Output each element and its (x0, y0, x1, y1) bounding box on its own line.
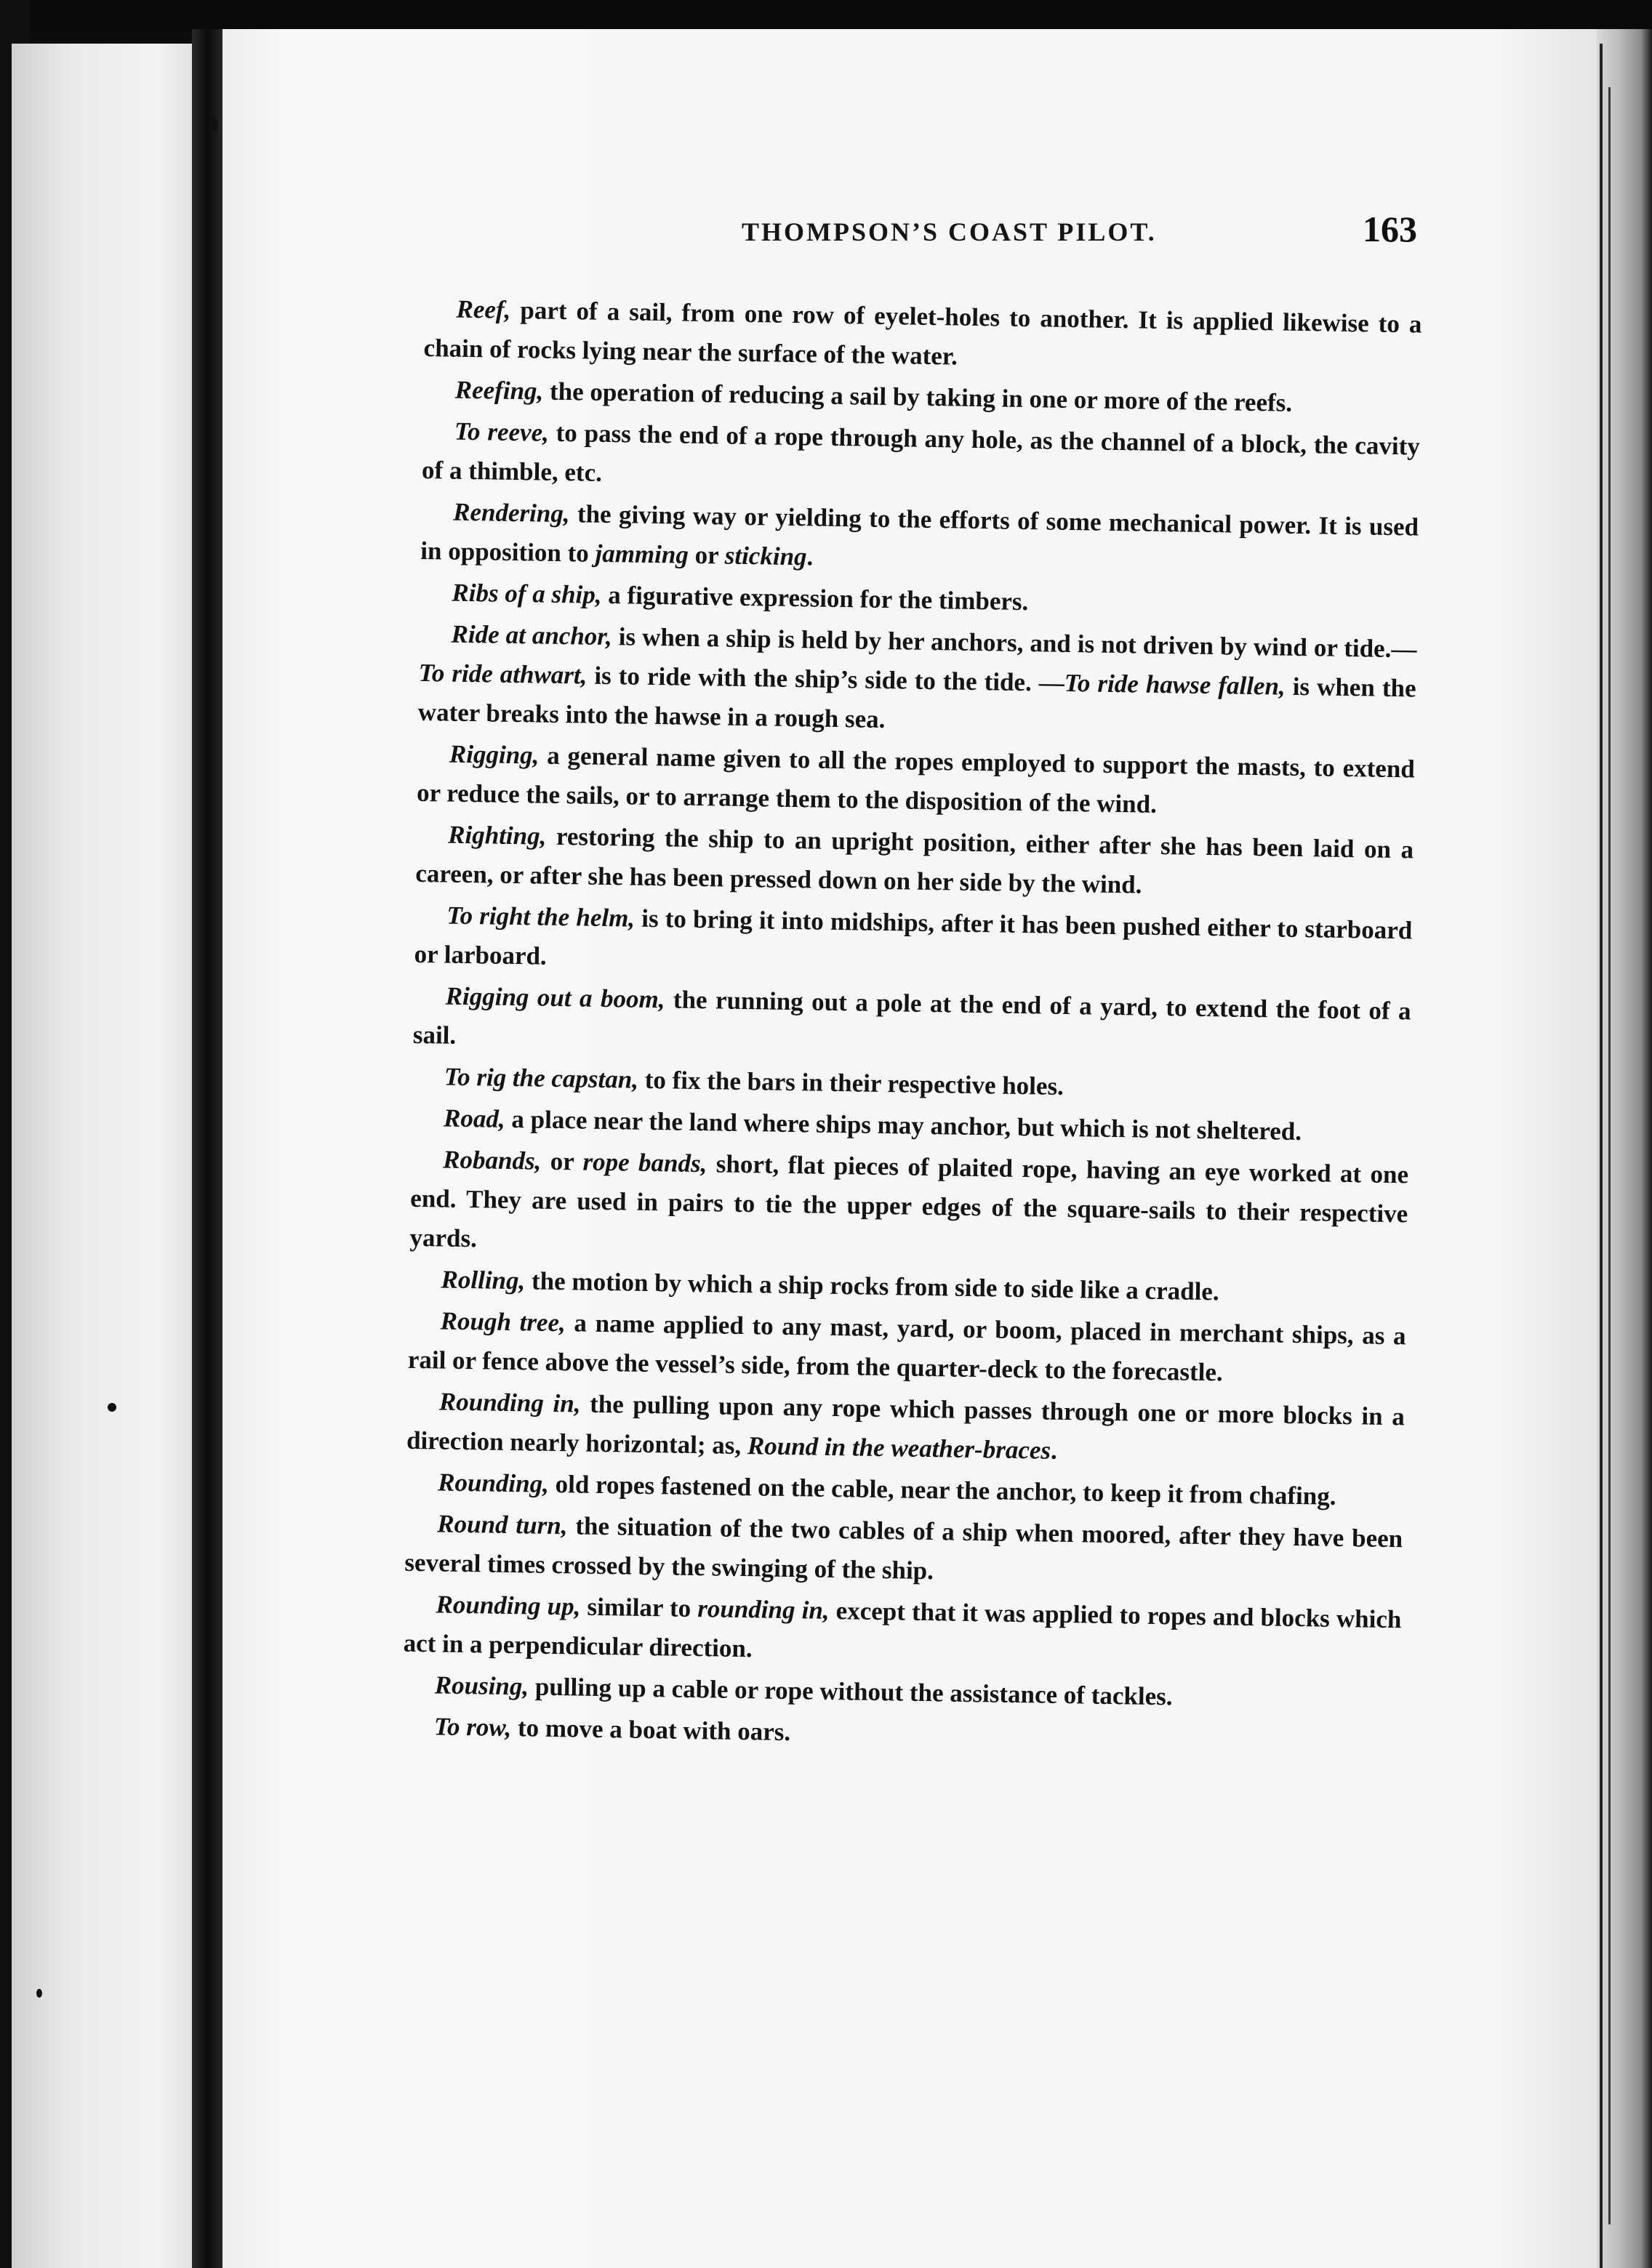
entry-text: the motion by which a ship rocks from side to side like a cradle. (525, 1266, 1219, 1306)
entry-text: the situation of the two cables of a ship when moored, after they have been several times crossed by the swinging of the ship. (404, 1511, 1403, 1585)
entry-text: . (1050, 1436, 1058, 1465)
entry-term: Rigging out a boom, (445, 981, 665, 1014)
entry-term: To row, (433, 1712, 512, 1742)
book-gutter (192, 29, 222, 2268)
glossary-entry (417, 614, 1416, 748)
glossary-entry (420, 492, 1419, 587)
entry-text: except that it was applied to ropes and blocks which act in a perpendicular direction. (403, 1596, 1402, 1663)
entry-term: Rousing, (434, 1670, 529, 1701)
entry-text: a figurative expression for the timbers. (601, 580, 1029, 616)
glossary-entry (412, 976, 1411, 1071)
page-edge-line (1608, 87, 1611, 2224)
entry-term: Robands, (442, 1145, 542, 1175)
page-edge-line (1600, 44, 1603, 2268)
entry-text: part of a sail, from one row of eyelet-holes to another. It is applied likewise to a chain of rocks lying near the surface of the water. (423, 295, 1422, 371)
entry-italic: jamming (595, 539, 689, 569)
entry-term: Ride at anchor, (451, 619, 613, 651)
entry-text: is when a ship is held by her anchors, and is not driven by wind or tide.— (612, 622, 1417, 664)
running-head: THOMPSON’S COAST PILOT. (742, 217, 1157, 246)
entry-term: Reef, (456, 294, 511, 324)
entry-italic: Round in the weather-braces (747, 1431, 1051, 1465)
entry-text: old ropes fastened on the cable, near the anchor, to keep it from chafing. (548, 1469, 1336, 1511)
entry-term: Reefing, (454, 375, 544, 406)
entry-text: the pulling upon any rope which passes through one or more blocks in a direction nearly horizontal; as, (406, 1389, 1406, 1460)
glossary-entry (414, 896, 1413, 990)
page-stack-edge (1597, 29, 1652, 2268)
glossary-entry (422, 411, 1421, 506)
entry-text: to fix the bars in their respective holes. (638, 1065, 1064, 1101)
entry-text: similar to (580, 1592, 698, 1623)
entry-italic: To ride athwart, (418, 658, 588, 690)
glossary-entry (423, 289, 1422, 384)
glossary-entry (404, 1504, 1403, 1599)
entry-term: Rounding, (437, 1468, 550, 1498)
entry-text: is to ride with the ship’s side to the tide. — (587, 661, 1065, 697)
entry-text: short, flat pieces of plaited rope, having an eye worked at one end. They are used in pairs to tie the upper edges of the square-sails to their respective yards. (409, 1149, 1409, 1253)
entry-term: Rigging, (449, 739, 540, 770)
entry-italic: rounding in, (697, 1594, 830, 1625)
entry-italic: sticking (724, 541, 807, 571)
entry-text: is when the water breaks into the hawse in a rough sea. (417, 672, 1416, 734)
entry-text: the running out a pole at the end of a yard, to extend the foot of a sail. (412, 985, 1411, 1050)
entry-text: to move a boat with oars. (510, 1713, 791, 1747)
entry-text: to pass the end of a rope through any hole, as the channel of a block, the cavity of a thimble, etc. (421, 418, 1421, 487)
entry-term: Ribs of a ship, (452, 578, 602, 609)
entry-text: restoring the ship to an upright position, either after she has been laid on a careen, or after she has been pressed down on her side by the wind. (415, 821, 1414, 899)
entry-text: or (541, 1146, 583, 1176)
entry-term: Rounding in, (438, 1387, 581, 1418)
facing-page-edge (12, 44, 192, 2268)
entry-italic: rope bands, (582, 1147, 707, 1178)
entry-term: Rolling, (441, 1265, 526, 1295)
entry-text: the giving way or yielding to the efforts of some mechanical power. It is used in opposition to (420, 499, 1419, 568)
entry-text: . (806, 542, 814, 571)
glossary-entry (407, 1301, 1406, 1396)
entry-text: the operation of reducing a sail by taking in one or more of the reefs. (543, 377, 1293, 417)
glossary-entry (415, 815, 1414, 909)
scan-top-border (0, 0, 1652, 32)
scan-speck (108, 1403, 116, 1412)
entry-term: Round turn, (437, 1509, 568, 1540)
entry-text: a place near the land where ships may anchor, but which is not sheltered. (505, 1104, 1302, 1146)
entry-text: a general name given to all the ropes employed to support the masts, to extend or reduce the sails, or to arrange them to the disposition of the wind. (416, 741, 1416, 819)
entry-term: Rendering, (452, 497, 570, 528)
glossary-entry (406, 1382, 1406, 1476)
entry-term: Road, (443, 1103, 506, 1133)
scan-speck (36, 1989, 42, 1998)
glossary-text (401, 289, 1422, 1764)
entry-term: To right the helm, (446, 901, 635, 933)
entry-italic: To ride hawse fallen, (1064, 668, 1286, 701)
glossary-entry (403, 1585, 1402, 1679)
entry-text: a name applied to any mast, yard, or boom, placed in merchant ships, as a rail or fence above the vessel’s side, from the quarter-deck to the forecastle. (407, 1308, 1406, 1387)
entry-text: pulling up a cable or rope without the assistance of tackles. (528, 1672, 1173, 1711)
entry-term: Righting, (447, 820, 547, 850)
entry-text: or (688, 540, 726, 570)
entry-term: Rough tree, (440, 1306, 566, 1338)
glossary-entry (409, 1140, 1408, 1274)
scan-speck (209, 116, 218, 132)
glossary-entry (417, 734, 1416, 829)
page-number: 163 (1363, 209, 1417, 249)
entry-term: Rounding up, (436, 1590, 581, 1621)
entry-term: To reeve, (454, 417, 550, 447)
entry-text: is to bring it into midships, after it has been pushed either to starboard or larboard. (414, 904, 1413, 970)
entry-term: To rig the capstan, (444, 1062, 639, 1094)
